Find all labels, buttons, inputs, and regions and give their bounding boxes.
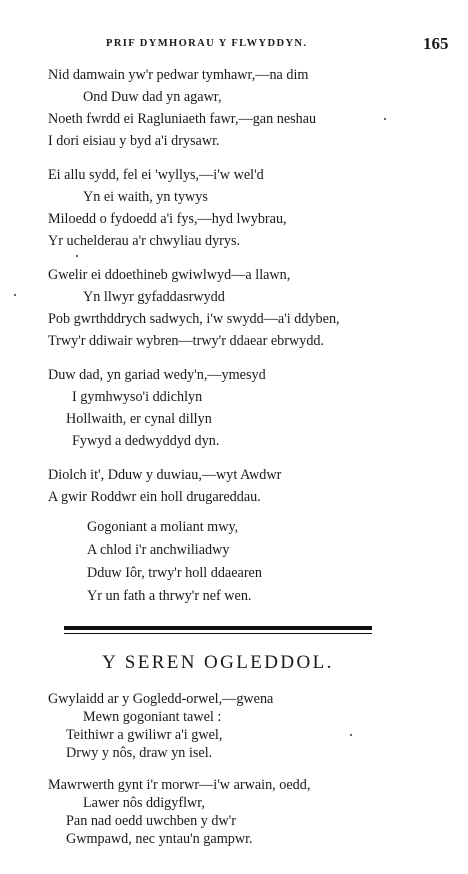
verse-line: Miloedd o fydoedd a'i fys,—hyd lwybrau, [48,211,287,227]
verse-line: Diolch it', Dduw y duwiau,—wyt Awdwr [48,467,282,483]
verse-line: Nid damwain yw'r pedwar tymhawr,—na dim [48,67,309,83]
verse-line: Teithiwr a gwiliwr a'i gwel, [66,727,223,743]
print-speck [14,294,16,296]
verse-line: Yn ei waith, yn tywys [83,189,208,205]
running-title: PRIF DYMHORAU Y FLWYDDYN. [106,38,308,49]
verse-line: Gwmpawd, nec yntau'n gampwr. [66,831,253,847]
running-head [0,34,468,52]
page-number: 165 [423,34,449,53]
verse-line: Noeth fwrdd ei Ragluniaeth fawr,—gan neshau [48,111,317,127]
verse-line: Ei allu sydd, fel ei 'wyllys,—i'w wel'd [48,167,264,183]
print-speck [76,255,78,257]
verse-line: Lawer nôs ddigyflwr, [83,795,205,811]
verse-line: Fywyd a dedwyddyd dyn. [72,433,220,449]
print-speck [350,734,352,736]
verse-line: Mewn gogoniant tawel : [83,709,222,725]
verse-line: Gwylaidd ar y Gogledd-orwel,—gwena [48,691,274,707]
verse-line: Duw dad, yn gariad wedy'n,—ymesyd [48,367,266,383]
verse-line: I gymhwyso'i ddichlyn [72,389,203,405]
verse-line: Yr un fath a thrwy'r nef wen. [87,588,252,604]
verse-line: Mawrwerth gynt i'r morwr—i'w arwain, oedd, [48,777,311,793]
poem-title: Y SEREN OGLEDDOL. [102,652,334,673]
verse-line: Gogoniant a moliant mwy, [87,519,239,535]
verse-line: Pan nad oedd uwchben y dw'r [66,813,237,829]
verse-line: Pob gwrthddrych sadwych, i'w swydd—a'i ddyben, [48,311,340,327]
print-speck [384,118,386,120]
section-divider-thick [64,626,372,630]
verse-line: A gwir Roddwr ein holl drugareddau. [48,489,261,505]
verse-line: A chlod i'r anchwiliadwy [87,542,230,558]
verse-line: Gwelir ei ddoethineb gwiwlwyd—a llawn, [48,267,291,283]
verse-line: Trwy'r ddiwair wybren—trwy'r ddaear ebrwydd. [48,333,325,349]
verse-line: Ond Duw dad yn agawr, [83,89,222,105]
verse-line: I dori eisiau y byd a'i drysawr. [48,133,220,149]
verse-line: Drwy y nôs, draw yn isel. [66,745,213,761]
verse-line: Yn llwyr gyfaddasrwydd [83,289,225,305]
verse-line: Dduw Iôr, trwy'r holl ddaearen [87,565,262,581]
verse-line: Yr uchelderau a'r chwyliau dyrys. [48,233,241,249]
verse-line: Hollwaith, er cynal dillyn [66,411,212,427]
section-divider-thin [64,633,372,634]
